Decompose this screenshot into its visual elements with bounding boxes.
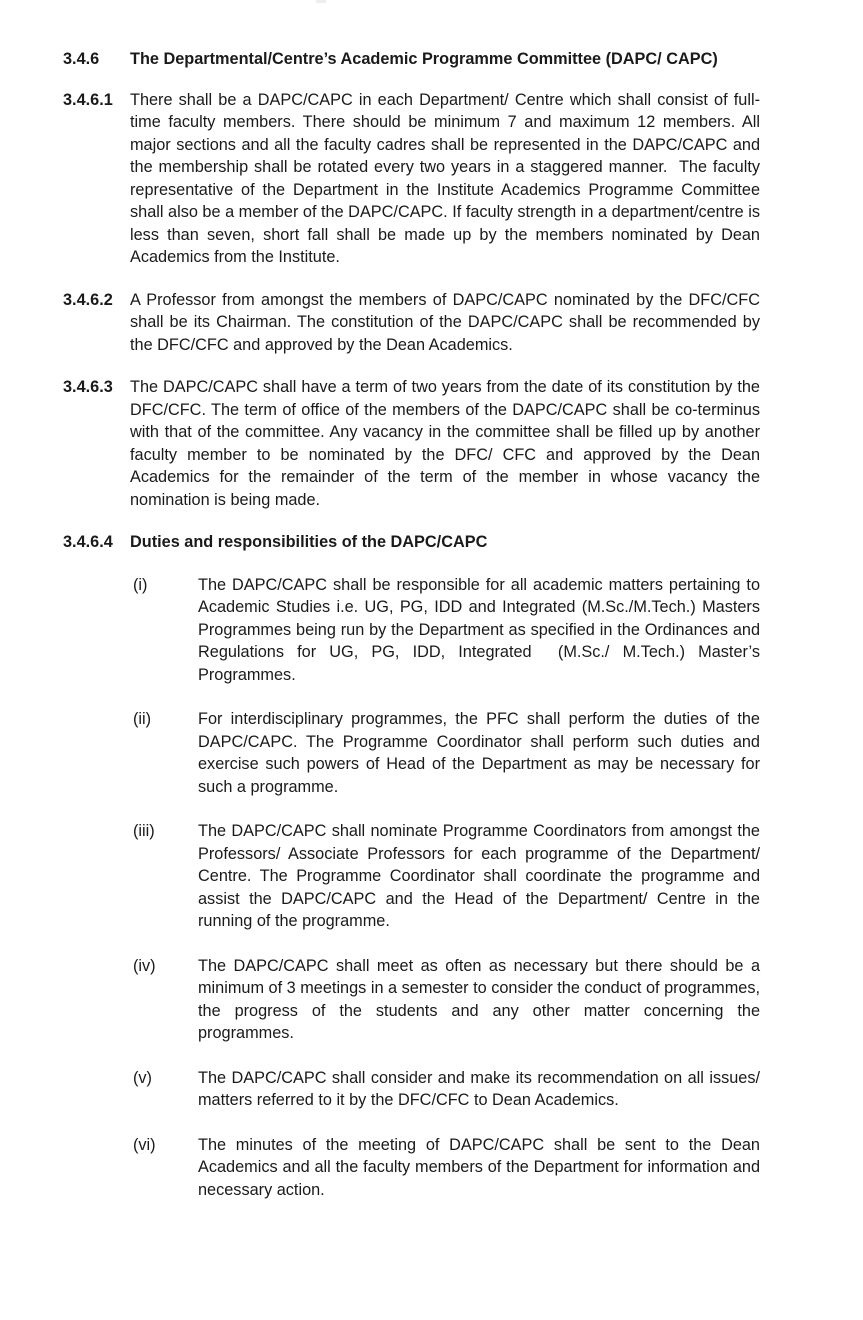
list-item-text: The DAPC/CAPC shall nominate Programme Coordinators from amongst the Professors/ Associate Professors for each programme of the Department/ Centre. The Programme Coordinator shall coordinate the programme and assist the DAPC/CAPC and the Head of the Department/ Centre in the running of the programme. (198, 822, 765, 930)
list-item (133, 574, 863, 687)
paragraph-number: 3.4.6.1 (63, 90, 113, 109)
paragraph (63, 289, 863, 357)
list-item-text: The minutes of the meeting of DAPC/CAPC shall be sent to the Dean Academics and all the faculty members of the Department for information and necessary action. (198, 1135, 765, 1199)
paragraph (63, 376, 863, 511)
paragraph-number: 3.4.6.2 (63, 290, 113, 309)
list-item-text: For interdisciplinary programmes, the PFC shall perform the duties of the DAPC/CAPC. The Programme Coordinator shall perform such duties and exercise such powers of Head of the Department as may be necessary for such a programme. (198, 710, 765, 796)
paragraph-text: There shall be a DAPC/CAPC in each Department/ Centre which shall consist of full-time faculty members. There should be minimum 7 and maximum 12 members. All major sections and all the faculty cadres shall be represented in the DAPC/CAPC and the membership shall be rotated every two years in a staggered manner. The faculty representative of the Department in the Institute Academics Programme Committee shall also be a member of the DAPC/CAPC. If faculty strength in a department/centre is less than seven, short fall shall be made up by the members nominated by Dean Academics from the Institute. (130, 90, 765, 266)
list-item-label: (i) (133, 575, 148, 594)
list-item-label: (ii) (133, 710, 152, 728)
subsection-number: 3.4.6.4 (63, 533, 113, 551)
list-item-label: (vi) (133, 1135, 156, 1154)
section-title: The Departmental/Centre’s Academic Programme Committee (DAPC/ CAPC) (130, 50, 718, 68)
duties-list (133, 574, 863, 1202)
paragraph-text: A Professor from amongst the members of DAPC/CAPC nominated by the DFC/CFC shall be its Chairman. The constitution of the DAPC/CAPC shall be recommended by the DFC/CFC and approved by the Dean Academics. (130, 290, 765, 354)
list-item-text: The DAPC/CAPC shall be responsible for all academic matters pertaining to Academic Studies i.e. UG, PG, IDD and Integrated (M.Sc./M.Tech.) Masters Programmes being run by the Department as specified in the Ordinances and Regulations for UG, PG, IDD, Integrated (M.Sc./ M.Tech.) Master’s Programmes. (198, 575, 765, 684)
subsection-title: Duties and responsibilities of the DAPC/CAPC (130, 533, 488, 551)
list-item-label: (iii) (133, 822, 155, 840)
section-number: 3.4.6 (63, 50, 100, 68)
paragraph-number: 3.4.6.3 (63, 378, 113, 396)
list-item-label: (iv) (133, 956, 156, 975)
paragraph (63, 89, 863, 269)
list-item (133, 708, 863, 798)
list-item (133, 820, 863, 933)
list-item-text: The DAPC/CAPC shall consider and make its recommendation on all issues/ matters referred to it by the DFC/CFC to Dean Academics. (198, 1068, 765, 1109)
list-item (133, 1134, 863, 1202)
list-item-text: The DAPC/CAPC shall meet as often as necessary but there should be a minimum of 3 meetings in a semester to consider the conduct of programmes, the progress of the students and any other matter concerning the programmes. (198, 956, 765, 1042)
section-heading (63, 48, 863, 71)
list-item (133, 955, 863, 1045)
page-header-artifact (316, 0, 326, 3)
list-item (133, 1067, 863, 1112)
paragraph-text: The DAPC/CAPC shall have a term of two years from the date of its constitution by the DFC/CFC. The term of office of the members of the DAPC/CAPC shall be co-terminus with that of the committee. Any vacancy in the committee shall be filled up by another faculty member to be nominated by the DFC/ CFC and approved by the Dean Academics for the remainder of the term of the member in whose vacancy the nomination is being made. (130, 378, 765, 509)
subsection-heading (63, 531, 863, 554)
list-item-label: (v) (133, 1068, 152, 1087)
